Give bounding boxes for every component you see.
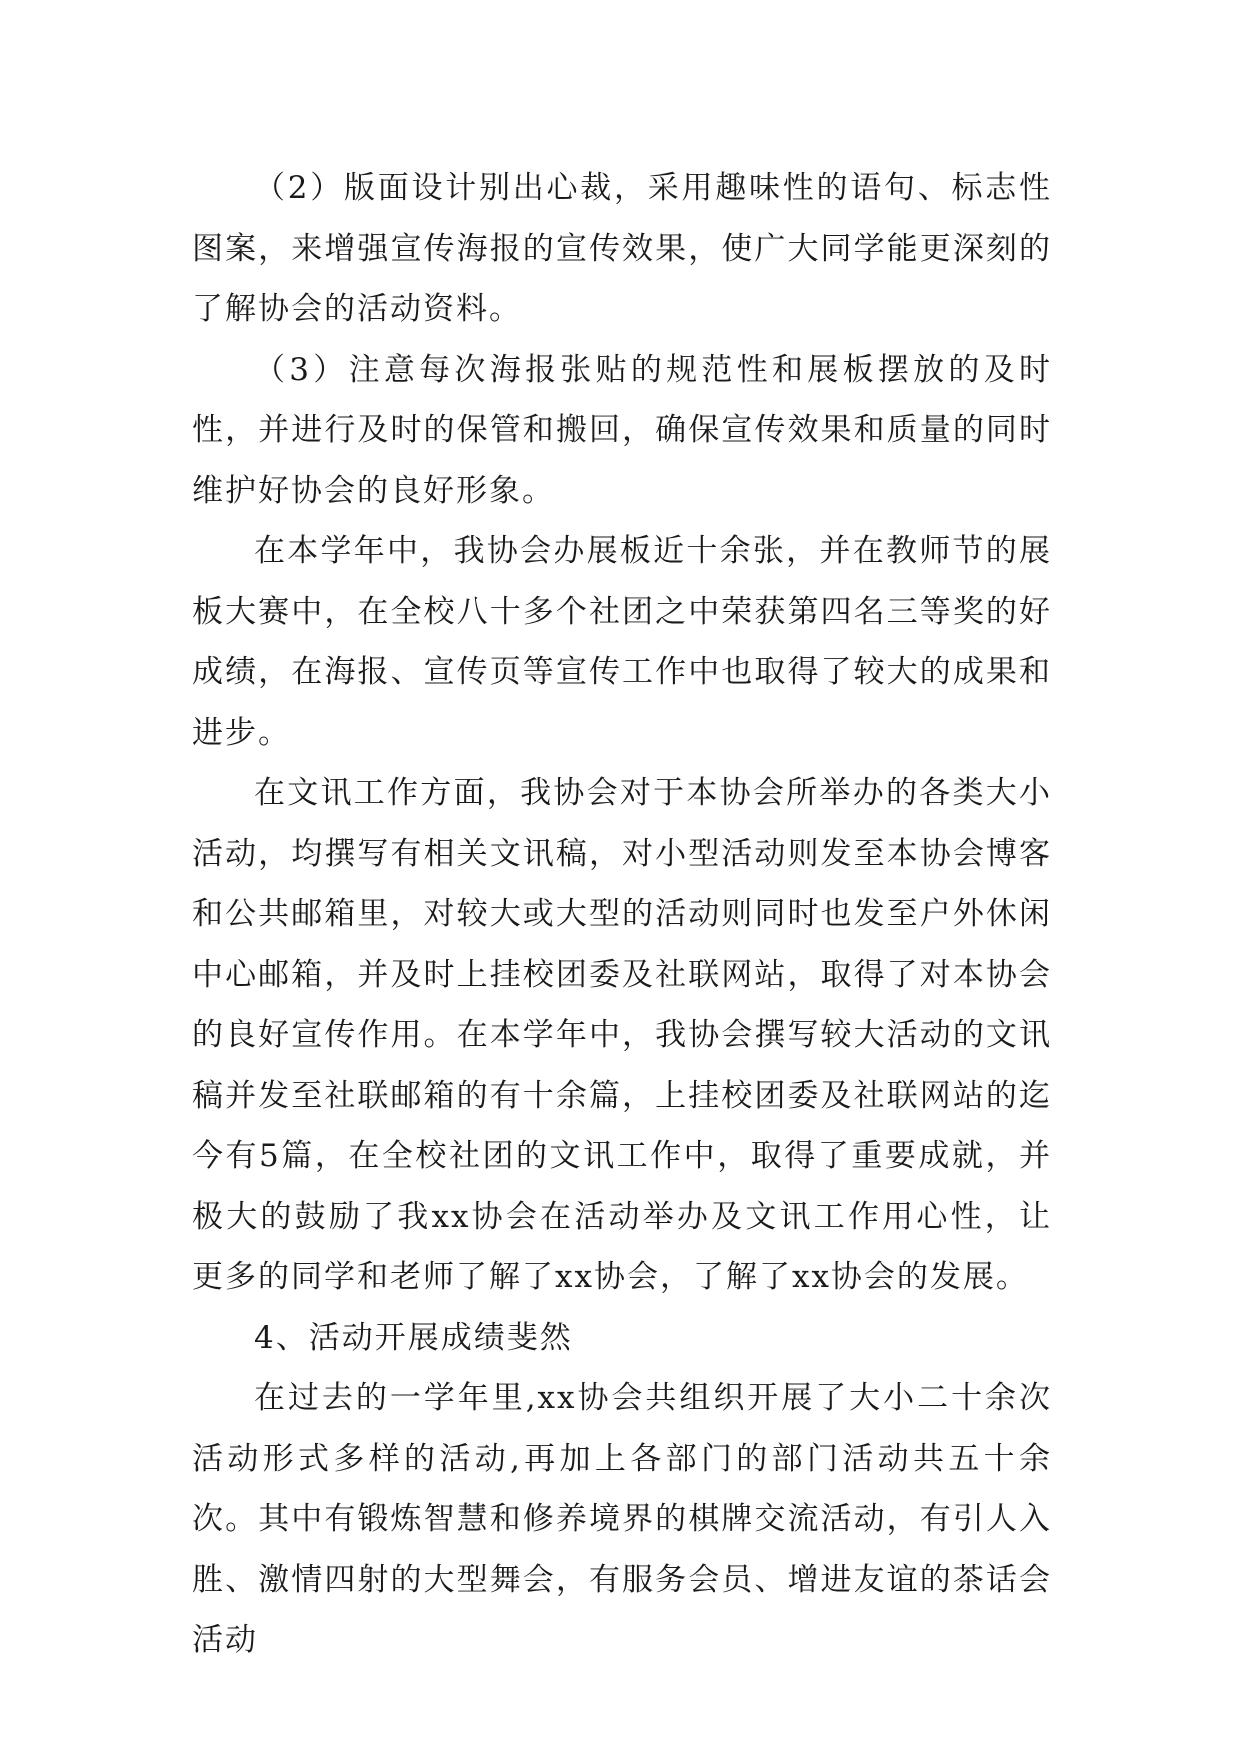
- paragraph-activities-summary: 在过去的一学年里,xx协会共组织开展了大小二十余次活动形式多样的活动,再加上各部门的部门活动共五十余次。其中有锻炼智慧和修养境界的棋牌交流活动，有引人入胜、激情四射的大型舞会，有服务会员、增进友谊的茶话会活动: [192, 1380, 1052, 1658]
- paragraph-poster-design: （2）版面设计别出心裁，采用趣味性的语句、标志性图案，来增强宣传海报的宣传效果，使广大同学能更深刻的了解协会的活动资料。: [192, 170, 1052, 327]
- paragraph-poster-posting: （3）注意每次海报张贴的规范性和展板摆放的及时性，并进行及时的保管和搬回，确保宣传效果和质量的同时维护好协会的良好形象。: [192, 351, 1052, 509]
- paragraph-news-work: 在文讯工作方面，我协会对于本协会所举办的各类大小活动，均撰写有相关文讯稿，对小型活动则发至本协会博客和公共邮箱里，对较大或大型的活动则同时也发至户外休闲中心邮箱，并及时上挂校团委及社联网站，取得了对本协会的良好宣传作用。在本学年中，我协会撰写较大活动的文讯稿并发至社联邮箱的有十余篇，上挂校团委及社联网站的迄今有5篇，在全校社团的文讯工作中，取得了重要成就，并极大的鼓励了我xx协会在活动举办及文讯工作用心性，让更多的同学和老师了解了xx协会，了解了xx协会的发展。: [192, 775, 1052, 1295]
- paragraph-exhibition-boards: 在本学年中，我协会办展板近十余张，并在教师节的展板大赛中，在全校八十多个社团之中荣获第四名三等奖的好成绩，在海报、宣传页等宣传工作中也取得了较大的成果和进步。: [192, 533, 1052, 751]
- section-heading-activities: 4、活动开展成绩斐然: [254, 1319, 573, 1356]
- document-body: [192, 158, 1052, 1671]
